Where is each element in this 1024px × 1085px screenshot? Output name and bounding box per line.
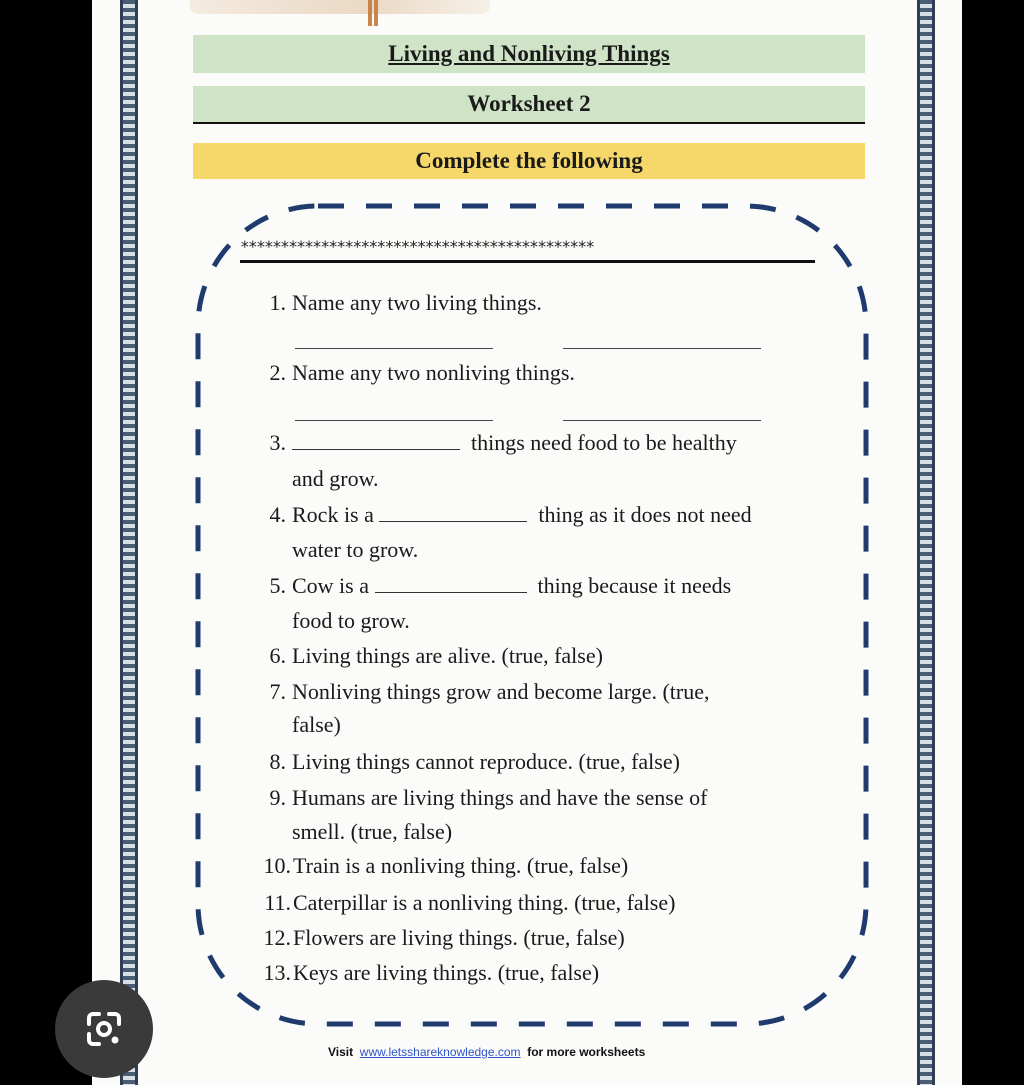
question-9	[258, 785, 707, 811]
worksheet-title: Living and Nonliving Things	[193, 35, 865, 73]
question-text-end: thing as it does not need	[538, 502, 752, 527]
question-10	[253, 853, 628, 879]
answer-line-1b[interactable]	[563, 348, 761, 349]
decorative-border-right	[917, 0, 935, 1085]
question-5-continued: food to grow.	[292, 608, 410, 633]
question-number: 11.	[264, 890, 291, 915]
question-number: 8.	[269, 749, 286, 774]
decorative-border-left	[120, 0, 138, 1085]
question-1	[258, 290, 542, 316]
question-3-continued: and grow.	[292, 466, 379, 491]
question-7-continued: false)	[292, 712, 341, 737]
question-4-continued: water to grow.	[292, 537, 419, 562]
fill-blank-3[interactable]	[292, 431, 460, 450]
question-text: Caterpillar is a nonliving thing. (true, false)	[293, 890, 676, 915]
question-text: Nonliving things grow and become large. (true,	[292, 679, 710, 704]
lens-button[interactable]	[55, 980, 153, 1078]
question-number: 9.	[269, 785, 286, 810]
question-9-continued: smell. (true, false)	[292, 819, 453, 844]
question-4	[258, 502, 752, 528]
question-6	[258, 643, 603, 669]
star-divider: ********************************************	[240, 233, 815, 263]
footer-link[interactable]: www.letsshareknowledge.com	[359, 1045, 521, 1059]
question-text: Flowers are living things. (true, false)	[293, 925, 625, 950]
logo-fragment	[190, 0, 490, 14]
worksheet-subtitle: Worksheet 2	[193, 86, 865, 124]
question-text: Living things cannot reproduce. (true, false)	[292, 749, 680, 774]
question-text-end: thing because it needs	[537, 573, 732, 598]
question-3	[258, 430, 737, 456]
instruction-banner: Complete the following	[193, 143, 865, 179]
question-11	[253, 890, 675, 916]
question-text: Living things are alive. (true, false)	[292, 643, 603, 668]
question-number: 6.	[269, 643, 286, 668]
question-number: 10.	[263, 853, 291, 878]
question-text: Name any two living things.	[292, 290, 542, 315]
question-2	[258, 360, 575, 386]
question-text: Keys are living things. (true, false)	[293, 960, 600, 985]
question-text-start: Cow is a	[292, 573, 369, 598]
question-number: 12.	[263, 925, 291, 950]
fill-blank-4[interactable]	[379, 503, 527, 522]
answer-line-1a[interactable]	[295, 348, 493, 349]
question-text: Name any two nonliving things.	[292, 360, 575, 385]
question-8	[258, 749, 680, 775]
question-number: 4.	[269, 502, 286, 527]
answer-line-2b[interactable]	[563, 420, 761, 421]
footer-note	[328, 1045, 645, 1059]
footer-visit: Visit	[328, 1045, 354, 1059]
question-7	[258, 679, 710, 705]
question-5	[258, 573, 731, 599]
fill-blank-5[interactable]	[375, 574, 527, 593]
question-text: Humans are living things and have the sense of	[292, 785, 708, 810]
question-number: 7.	[269, 679, 286, 704]
question-number: 5.	[269, 573, 286, 598]
question-12	[253, 925, 625, 951]
question-text-start: Rock is a	[292, 502, 374, 527]
question-text: things need food to be healthy	[471, 430, 737, 455]
question-number: 3.	[269, 430, 286, 455]
question-number: 2.	[269, 360, 286, 385]
answer-line-2a[interactable]	[295, 420, 493, 421]
footer-tail: for more worksheets	[527, 1045, 646, 1059]
google-lens-icon	[85, 1010, 123, 1048]
question-text: Train is a nonliving thing. (true, false)	[293, 853, 629, 878]
question-number: 1.	[269, 290, 286, 315]
question-number: 13.	[263, 960, 291, 985]
question-13	[253, 960, 599, 986]
